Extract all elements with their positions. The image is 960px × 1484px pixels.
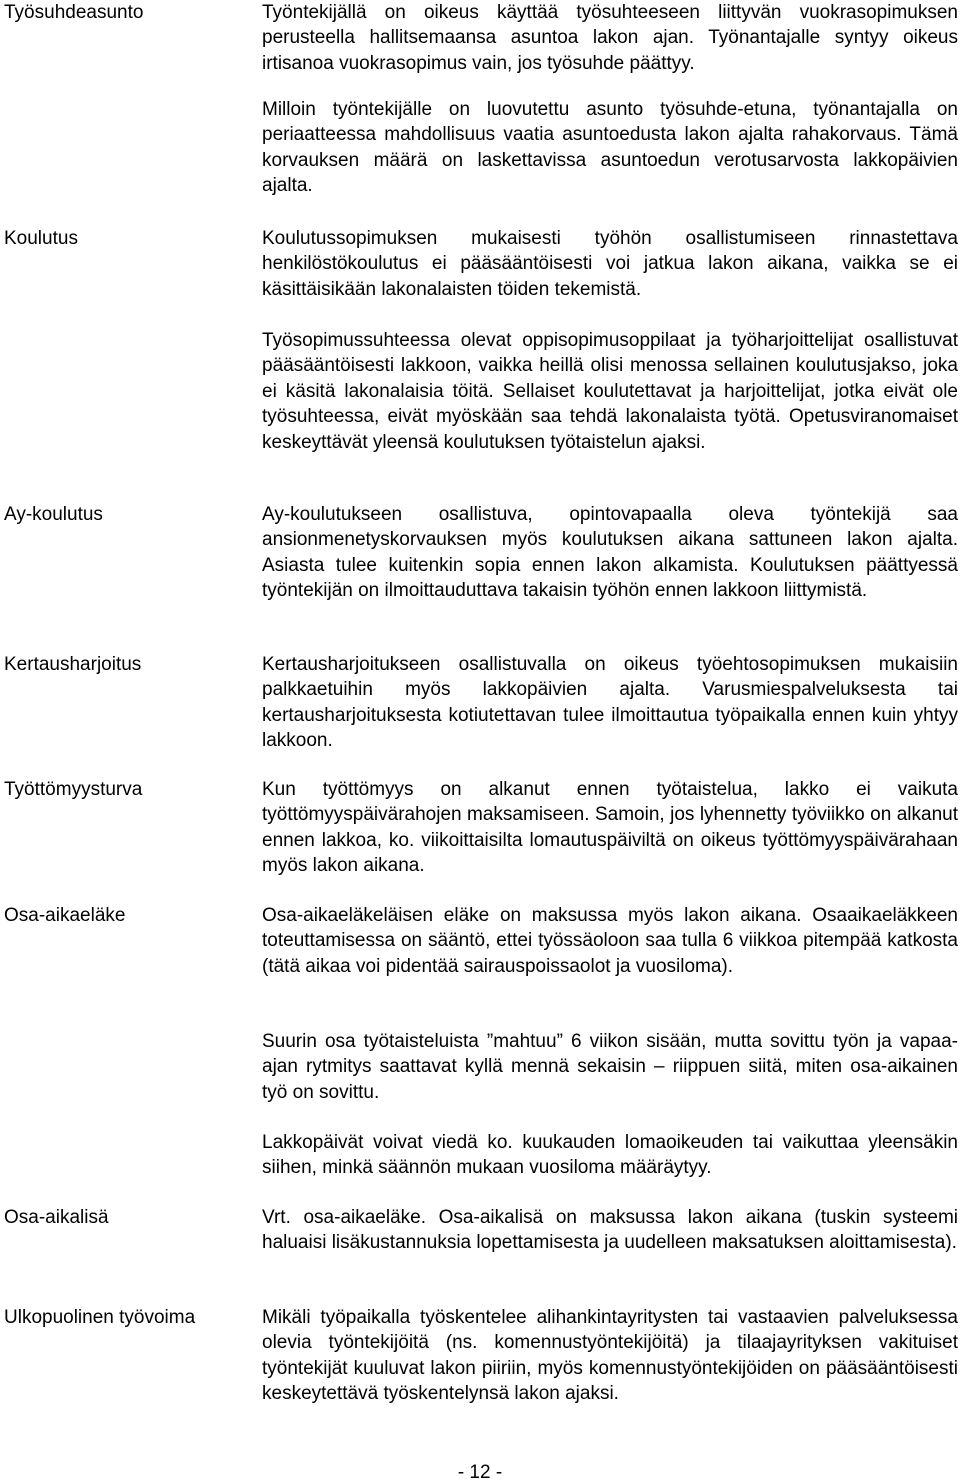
section-term: Työsuhdeasunto <box>4 2 144 23</box>
section-term: Osa-aikaeläke <box>4 905 126 926</box>
section-paragraph: Milloin työntekijälle on luovutettu asunto työsuhde-etuna, työnantajalla on periaatteessa mahdollisuus vaatia asuntoedusta lakon ajalta rahakorvaus. Tämä korvauksen määrä on laskettavissa asuntoedun verotusarvosta lakkopäivien ajalta. <box>262 99 958 197</box>
section-paragraph: Ay-koulutukseen osallistuva, opintovapaalla oleva työntekijä saa ansionmenetyskorvauksen myös koulutuksen aikana sattuneen lakon ajalta. Asiasta tulee kuitenkin sopia ennen lakon alkamista. Koulutuksen päättyessä työntekijän on ilmoittauduttava takaisin työhön ennen lakkoon liittymistä. <box>262 504 958 602</box>
section-paragraph: Työsopimussuhteessa olevat oppisopimusoppilaat ja työharjoittelijat osallistuvat pääsääntöisesti lakkoon, vaikka heillä olisi menossa sellainen koulutusjakso, joka ei käsitä lakonalaisia töitä. Sellaiset koulutettavat ja harjoittelijat, jotka eivät ole työsuhteessa, eivät myöskään saa tehdä lakonalaista työtä. Opetusviranomaiset keskeyttävät yleensä koulutuksen työtaistelun ajaksi. <box>262 330 958 453</box>
section-paragraph: Kun työttömyys on alkanut ennen työtaistelua, lakko ei vaikuta työttömyyspäivärahojen maksamiseen. Samoin, jos lyhennetty työviikko on alkanut ennen lakkoa, ko. viikoittaisilta lomautuspäiviltä on oikeus työttömyyspäivärahaan myös lakon aikana. <box>262 779 958 877</box>
section-paragraph: Mikäli työpaikalla työskentelee alihankintayritysten tai vastaavien palveluksessa olevia työntekijöitä (ns. komennustyöntekijöitä) ja tilaajayrityksen vakituiset työntekijät kuuluvat lakon piiriin, myös komennustyöntekijöiden on pääsääntöisesti keskeytettävä työskentelynsä lakon ajaksi. <box>262 1307 958 1405</box>
section-term: Ulkopuolinen työvoima <box>4 1307 196 1328</box>
section-paragraph: Suurin osa työtaisteluista ”mahtuu” 6 viikon sisään, mutta sovittu työn ja vapaa-ajan rytmitys saattavat kyllä mennä sekaisin – riippuen siitä, miten osa-aikainen työ on sovittu. <box>262 1031 958 1103</box>
section-paragraph: Työntekijällä on oikeus käyttää työsuhteeseen liittyvän vuokrasopimuksen perusteella hallitsemaansa asuntoa lakon ajan. Työnantajalle syntyy oikeus irtisanoa vuokrasopimus vain, jos työsuhde päättyy. <box>262 2 958 74</box>
section-term: Kertausharjoitus <box>4 654 142 675</box>
section-paragraph: Osa-aikaeläkeläisen eläke on maksussa myös lakon aikana. Osaaikaeläkkeen toteuttamisessa on sääntö, ettei työssäoloon saa tulla 6 viikkoa pitempää katkosta (tätä aikaa voi pidentää sairauspoissaolot ja vuosiloma). <box>262 905 958 977</box>
section-paragraph: Lakkopäivät voivat viedä ko. kuukauden lomaoikeuden tai vaikuttaa yleensäkin siihen, minkä säännön mukaan vuosiloma määräytyy. <box>262 1132 958 1179</box>
section-paragraph: Kertausharjoitukseen osallistuvalla on oikeus työehtosopimuksen mukaisiin palkkaetuihin myös lakkopäivien ajalta. Varusmiespalveluksesta tai kertausharjoituksesta kotiutettavan tulee ilmoittautua työpaikalla ennen kuin yhtyy lakkoon. <box>262 654 958 752</box>
page-number: - 12 - <box>457 1462 503 1483</box>
section-term: Työttömyysturva <box>4 779 143 800</box>
section-term: Ay-koulutus <box>4 504 103 525</box>
section-term: Koulutus <box>4 228 78 249</box>
section-paragraph: Koulutussopimuksen mukaisesti työhön osallistumiseen rinnastettava henkilöstökoulutus ei pääsääntöisesti voi jatkua lakon aikana, vaikka se ei käsittäisikään lakonalaisten töiden tekemistä. <box>262 228 958 300</box>
section-term: Osa-aikalisä <box>4 1207 109 1228</box>
section-paragraph: Vrt. osa-aikaeläke. Osa-aikalisä on maksussa lakon aikana (tuskin systeemi haluaisi lisäkustannuksia lopettamisesta ja uudelleen maksatuksen aloittamisesta). <box>262 1207 958 1254</box>
